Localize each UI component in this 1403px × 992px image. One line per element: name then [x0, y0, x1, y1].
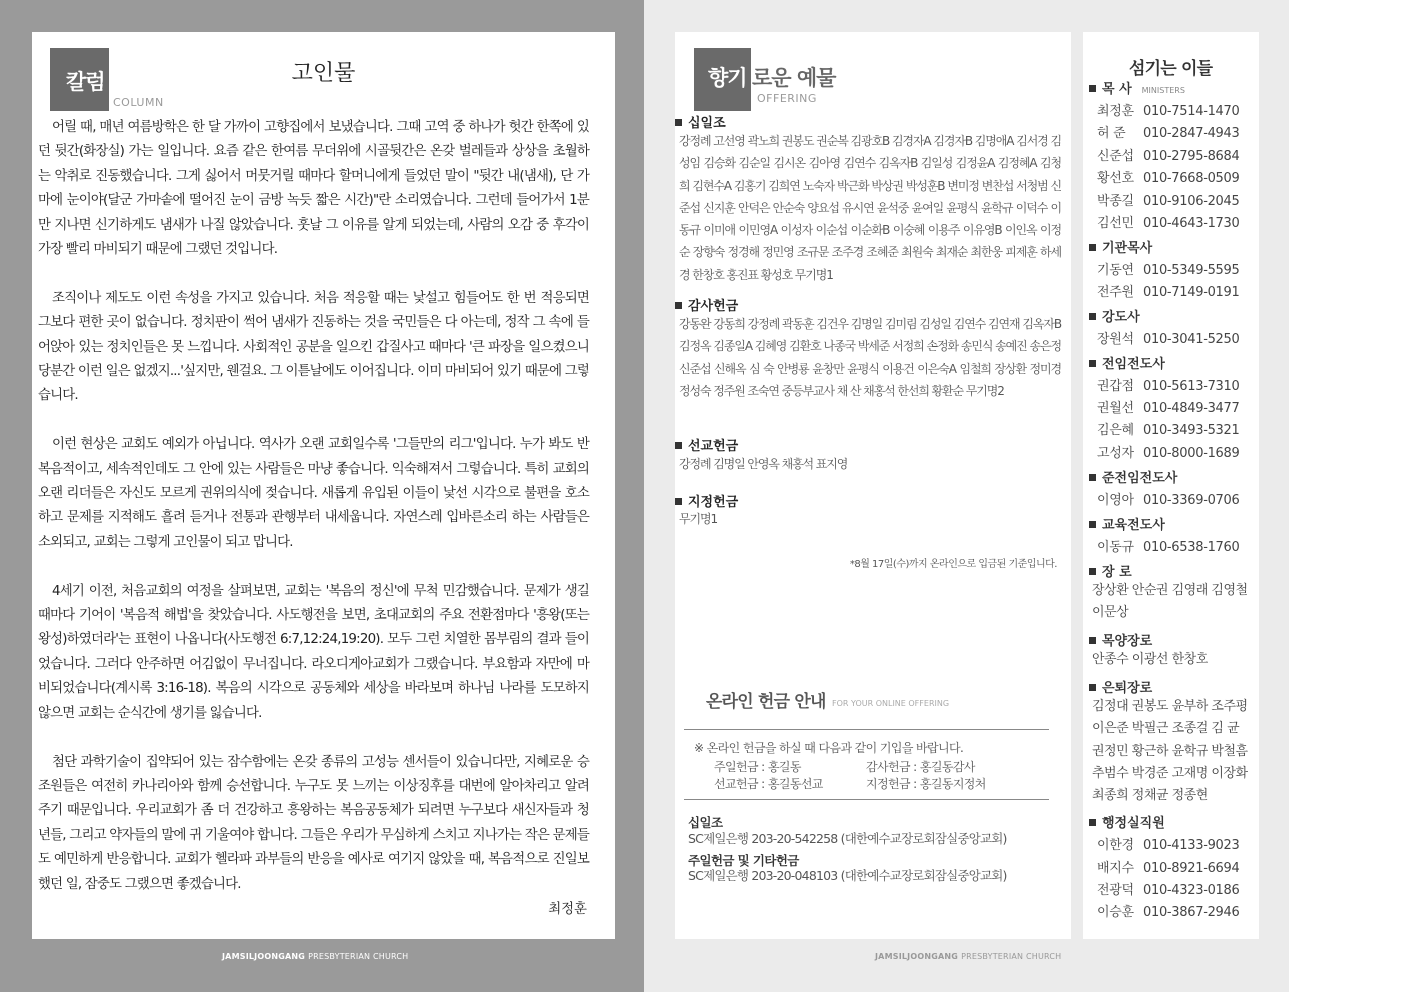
square-bullet-icon: [1089, 819, 1096, 826]
minister-row: 배지수 010-8921-6694: [1097, 861, 1240, 876]
minister-row: 이영아 010-3369-0706: [1097, 493, 1240, 508]
minister-row: 이한경 010-4133-9023: [1097, 838, 1240, 853]
minister-row: 이동규 010-6538-1760: [1097, 540, 1240, 555]
ministers-group-pastors: 목 사 MINISTERS: [1089, 78, 1185, 97]
divider: [684, 729, 1049, 730]
minister-row: 최정훈 010-7514-1470: [1097, 104, 1240, 119]
minister-row: 전주원 010-7149-0191: [1097, 285, 1240, 300]
square-bullet-icon: [675, 498, 682, 505]
square-bullet-icon: [1089, 684, 1096, 691]
square-bullet-icon: [675, 442, 682, 449]
ministers-group-pastoral-elders: 목양장로: [1089, 630, 1152, 649]
column-title: 고인물: [291, 61, 356, 86]
offering-names-mission: 강정례 김명일 안영옥 채홍석 표지영: [679, 457, 848, 471]
square-bullet-icon: [675, 119, 682, 126]
offering-category-mission: 선교헌금: [675, 435, 738, 454]
minister-row: 이승훈 010-3867-2946: [1097, 905, 1240, 920]
square-bullet-icon: [1089, 521, 1096, 528]
minister-row: 신준섭 010-2795-8684: [1097, 149, 1240, 164]
ministers-group-education: 교육전도사: [1089, 514, 1165, 533]
ministers-title: 섬기는 이들: [1129, 59, 1213, 79]
footer-church-bold: JAMSILJOONGANG: [222, 952, 306, 961]
online-offering-eng: FOR YOUR ONLINE OFFERING: [832, 699, 950, 708]
divider: [684, 799, 1049, 800]
footer-right: [875, 952, 1061, 961]
offering-category-tithe: 십일조: [675, 112, 726, 131]
column-paragraph: 조직이나 제도도 이런 속성을 가지고 있습니다. 처음 적응할 때는 낯설고 힘들어도 한 번 적응되면 그보다 편한 곳이 없습니다. 정치판이 썩어 냄새가 진동하는 것을 국민들은 다 아는데, 정작 그 속에 들어앉아 있는 정치인들은 못 느낍니다. 사회적인 공분을 일으킨 갑질사고 때마다 '큰 파장을 일으켰으니 당분간 이런 일은 없겠지...'싶지만, 웬걸요. 그 이튿날에도 이어집니다. 이미 마비되어 있기 때문에 그렇습니다.: [38, 290, 589, 404]
ministers-page: [1083, 32, 1259, 939]
offering-names-thanks: 강동완 강동희 강정례 곽동훈 김건우 김명일 김미림 김성일 김연수 김연재 김옥자B 김정옥 김종일A 김혜영 김환호 나종국 박세준 서정희 손정화 송민식 송예진 송은정 신준섭 신해옥 심 숙 안병룡 윤창만 윤평식 이용건 이은숙A 임철희 장상환 정미경 정성숙 정주원 조숙연 중등부교사 채 산 채홍석 한선희 황환순 무기명2: [679, 317, 1061, 398]
online-row-b: 감사헌금 : 홍길동감사: [866, 760, 975, 774]
online-offering-title: 온라인 헌금 안내: [706, 692, 826, 712]
ministers-group-preacher: 강도사: [1089, 306, 1140, 325]
bank-account-tithe: SC제일은행 203-20-542258 (대한예수교장로회잠실중앙교회): [688, 831, 1007, 846]
bank-label-general: 주일헌금 및 기타헌금: [688, 853, 799, 868]
ministers-group-institution: 기관목사: [1089, 237, 1152, 256]
column-author: 최정훈: [548, 902, 587, 917]
square-bullet-icon: [1089, 568, 1096, 575]
square-bullet-icon: [1089, 474, 1096, 481]
column-paragraph: 4세기 이전, 처음교회의 여정을 살펴보면, 교회는 '복음의 정신'에 무척 민감했습니다. 문제가 생길 때마다 기어이 '복음적 해법'을 찾았습니다. 사도행전을 보면, 초대교회의 주요 전환점마다 '흥왕(또는 왕성)하였더라'는 표현이 나옵니다(사도행전 6:7,12:24,19:20). 모두 그런 치열한 몸부림의 결과 들이었습니다. 그러다 안주하면 어김없이 무너집니다. 라오디게아교회가 그랬습니다. 부요함과 자만에 마비되었습니다(계시록 3:16-18). 복음의 시각으로 공동체와 세상을 바라보며 하나님 나라를 도모하지 않으면 교회는 순식간에 생기를 잃습니다.: [38, 583, 589, 721]
retired-elders-names: 김정대 권봉도 윤부하 조주평 이은준 박필근 조종걸 김 균 권정민 황근하 윤학규 박철흠 추범수 박경준 고재명 이장화 최종희 정채균 정종현: [1092, 699, 1248, 804]
offering-category-designated: 지정헌금: [675, 491, 738, 510]
ministers-group-office-staff: 행정실직원: [1089, 812, 1165, 831]
column-paragraph: 이런 현상은 교회도 예외가 아닙니다. 역사가 오랜 교회일수록 '그들만의 리그'입니다. 누가 봐도 반 복음적이고, 세속적인데도 그 안에 있는 사람들은 마냥 좋습니다. 익숙해져서 그렇습니다. 특히 교회의 오랜 리더들은 자신도 모르게 권위의식에 젖습니다. 새롭게 유입된 이들이 낯선 시각으로 불편을 호소하고 문제를 지적해도 흘려 듣거나 전통과 관행부터 내세웁니다. 자연스레 입바른소리 하는 사람들은 소외되고, 교회는 그렇게 고인물이 되고 맙니다.: [38, 437, 589, 550]
minister-row: 전광덕 010-4323-0186: [1097, 883, 1240, 898]
square-bullet-icon: [675, 302, 682, 309]
minister-row: 장원석 010-3041-5250: [1097, 332, 1240, 347]
column-body: [38, 116, 589, 921]
column-paragraph: 첨단 과학기술이 집약되어 있는 잠수함에는 온갖 종류의 고성능 센서들이 있습니다만, 지혜로운 승조원들은 여전히 카나리아와 함께 승선합니다. 누구도 못 느끼는 이상징후를 대번에 알아차리고 알려주기 때문입니다. 우리교회가 좀 더 건강하고 흥왕하는 복음공동체가 되려면 누구보다 새신자들과 청년들, 그리고 약자들의 말에 귀 기울여야 합니다. 그들은 우리가 무심하게 스치고 지나가는 작은 문제들도 예민하게 반응합니다. 교회가 헬라파 과부들의 반응을 예사로 여기지 않았을 때, 복음적으로 진일보했던 일, 잠중도 그랬으면 좋겠습니다.: [38, 754, 589, 892]
offering-category-thanks: 감사헌금: [675, 295, 738, 314]
offering-section-label-b: 로운 예물: [752, 66, 836, 90]
footer-left: [222, 952, 408, 961]
minister-row: 기동연 010-5349-5595: [1097, 263, 1240, 278]
column-paragraph: 어릴 때, 매년 여름방학은 한 달 가까이 고향집에서 보냈습니다. 그때 고역 중 하나가 헛간 한쪽에 있던 뒷간(화장실) 가는 일입니다. 요즘 같은 한여름 무더위에 시골뒷간은 온갖 벌레들과 상상을 초월하는 악취로 진동했습니다. 그게 싫어서 머뭇거릴 때마다 할머니에게 들었던 말이 "뒷간 내(냄새), 단 가마에 눈이야(달군 가마솥에 떨어진 눈이 금방 녹듯 짧은 시간)"란 소리였습니다. 그런데 들어가서 1분만 지나면 신기하게도 냄새가 나질 않았습니다. 훗날 그 이유를 알게 되었는데, 사람의 오감 중 후각이 가장 빨리 마비되기 때문에 그랬던 것입니다.: [38, 120, 589, 258]
online-row-b: 지정헌금 : 홍길동지정처: [866, 777, 986, 791]
offering-names-tithe: 강정례 고선영 곽노희 권봉도 권순복 김광호B 김경자A 김경자B 김명애A 김서경 김성임 김승화 김순일 김시온 김아영 김연수 김옥자B 김일성 김정윤A 김정혜A 김청희 김현수A 김홍기 김희연 노숙자 박근화 박상권 박성훈B 변미정 변찬섭 서청범 신준섭 신지훈 안덕은 안순숙 양요섭 유시연 윤석중 윤여일 윤평식 윤학규 이덕수 이동규 이미애 이민영A 이성자 이순섭 이순화B 이숭혜 이용주 이유영B 이인옥 이정순 장향숙 정경해 정민영 조규문 조주경 조혜준 최원숙 최재순 최한웅 피제훈 하세경 한창호 홍진표 황성호 무기명1: [679, 134, 1061, 282]
offering-section-label-a: 향기: [708, 66, 747, 90]
footer-church-bold: JAMSILJOONGANG: [875, 952, 959, 961]
column-section-label: 칼럼: [66, 70, 105, 94]
minister-row: 김은혜 010-3493-5321: [1097, 423, 1240, 438]
ministers-group-fulltime: 전임전도사: [1089, 353, 1165, 372]
footer-church-light: PRESBYTERIAN CHURCH: [961, 952, 1062, 961]
offering-section-eng: OFFERING: [757, 92, 817, 105]
bank-account-general: SC제일은행 203-20-048103 (대한예수교장로회잠실중앙교회): [688, 868, 1007, 883]
online-row-a: 선교헌금 : 홍길동선교: [714, 777, 823, 791]
elders-names: 장상환 안순권 김영래 김영철 이문상: [1092, 583, 1248, 621]
ministers-group-semi-fulltime: 준전임전도사: [1089, 467, 1177, 486]
minister-row: 권월선 010-4849-3477: [1097, 401, 1240, 416]
online-row-a: 주일헌금 : 홍길동: [714, 760, 801, 774]
offering-names-designated: 무기명1: [679, 512, 718, 526]
offering-page: [675, 32, 1071, 939]
online-offering-notice: ※ 온라인 헌금을 하실 때 다음과 같이 기입을 바랍니다.: [694, 741, 964, 755]
minister-row: 김선민 010-4643-1730: [1097, 216, 1240, 231]
square-bullet-icon: [1089, 313, 1096, 320]
square-bullet-icon: [1089, 85, 1096, 92]
ministers-group-elders: 장 로: [1089, 561, 1132, 580]
minister-row: 허 준 010-2847-4943: [1097, 126, 1240, 141]
footer-church-light: PRESBYTERIAN CHURCH: [308, 952, 409, 961]
square-bullet-icon: [1089, 637, 1096, 644]
ministers-group-retired-elders: 은퇴장로: [1089, 677, 1152, 696]
minister-row: 고성자 010-8000-1689: [1097, 446, 1240, 461]
pastoral-elders-names: 안종수 이광선 한창호: [1092, 652, 1208, 667]
square-bullet-icon: [1089, 360, 1096, 367]
column-section-eng: COLUMN: [113, 96, 164, 109]
minister-row: 권갑점 010-5613-7310: [1097, 379, 1240, 394]
minister-row: 황선호 010-7668-0509: [1097, 171, 1240, 186]
column-page: [32, 32, 615, 939]
bank-label-tithe: 십일조: [688, 815, 723, 830]
square-bullet-icon: [1089, 244, 1096, 251]
minister-row: 박종길 010-9106-2045: [1097, 194, 1240, 209]
offering-note: *8월 17일(수)까지 온라인으로 입금된 기준입니다.: [849, 559, 1057, 570]
